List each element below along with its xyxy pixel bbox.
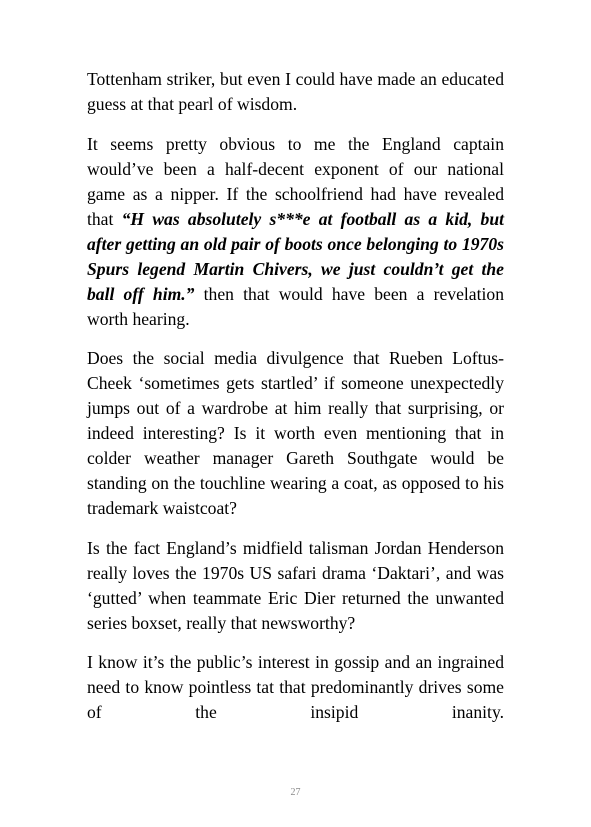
paragraph-text: Does the social media divulgence that Rueben Loftus-Cheek ‘sometimes gets startled’ if someone unexpectedly jumps out of a wardrobe at him really that surprising, or indeed interesting? Is it worth even mentioning that in colder weather manager Gareth Southgate would be standing on the touchline wearing a coat, as opposed to his trademark waistcoat? <box>87 348 504 518</box>
paragraph-4 <box>87 536 504 636</box>
body-text <box>87 67 504 725</box>
paragraph-text-after-quote: then that would have been a revelation worth hearing. <box>87 283 504 329</box>
paragraph-1 <box>87 67 504 117</box>
page-number: 27 <box>290 787 301 798</box>
paragraph-3 <box>87 346 504 521</box>
paragraph-2 <box>87 132 504 332</box>
paragraph-text: Tottenham striker, but even I could have made an educated guess at that pearl of wisdom. <box>87 69 504 114</box>
paragraph-5 <box>87 650 504 725</box>
paragraph-text-before-quote: It seems pretty obvious to me the England captain would’ve been a half-decent exponent of our national game as a nipper. If the schoolfriend had have revealed that <box>87 133 504 229</box>
bold-italic-quote: “H was absolutely s***e at football as a kid, but after getting an old pair of boots once belonging to 1970s Spurs legend Martin Chivers, we just couldn’t get the ball off him.” <box>87 208 505 304</box>
paragraph-text: I know it’s the public’s interest in gossip and an ingrained need to know pointless tat that predominantly drives some of the insipid inanity. <box>87 652 504 722</box>
paragraph-text: Is the fact England’s midfield talisman Jordan Henderson really loves the 1970s US safari drama ‘Daktari’, and was ‘gutted’ when teammate Eric Dier returned the unwanted series boxset, really that newsworthy? <box>87 537 504 633</box>
